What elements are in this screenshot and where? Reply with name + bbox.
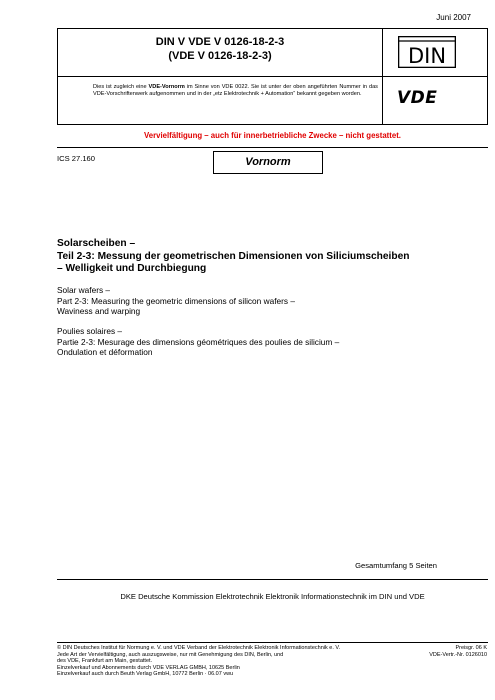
- footer-line: Jede Art der Vervielfältigung, auch auszugsweise, nur mit Genehmigung des DIN, Berlin, und: [57, 651, 284, 658]
- divider-bottom: [57, 642, 488, 643]
- title-english: [57, 285, 488, 317]
- title-german: [57, 238, 488, 276]
- footer-line: © DIN Deutsches Institut für Normung e. V. und VDE Verband der Elektrotechnik Elektronik Informationstechnik e. V.: [57, 645, 341, 651]
- ics-code: ICS 27.160: [57, 154, 95, 163]
- committee-name: DKE Deutsche Kommission Elektrotechnik Elektronik Informationstechnik im DIN und VDE: [120, 592, 425, 601]
- notice-line3: Elektrotechnik + Automation“ bekannt gegeben worden.: [223, 91, 362, 98]
- title-german-line: Teil 2-3: Messung der geometrischen Dimensionen von Siliciumscheiben: [57, 250, 410, 262]
- publication-date: Juni 2007: [436, 13, 471, 22]
- vde-notice: [93, 84, 378, 98]
- title-german-line: – Welligkeit und Durchbiegung: [57, 263, 207, 274]
- title-german-line: Solarscheiben –: [57, 238, 136, 249]
- din-logo-text: DIN: [407, 44, 447, 68]
- title-french-line: Ondulation et déformation: [57, 347, 153, 357]
- footer-price: [387, 645, 487, 658]
- vde-logo: VDE: [397, 88, 438, 108]
- notice-line1-suffix: im Sinne von VDE 0022. Sie ist unter der oben: [184, 84, 306, 90]
- reproduction-notice: Vervielfältigung – auch für innerbetriebliche Zwecke – nicht gestattet.: [144, 131, 401, 140]
- notice-line1-prefix: Dies ist zugleich eine: [93, 84, 149, 90]
- footer-line: des VDE, Frankfurt am Main, gestattet.: [57, 658, 153, 665]
- header-box: [57, 28, 488, 125]
- title-french-line: Poulies solaires –: [57, 326, 123, 336]
- standard-number: DIN V VDE V 0126-18-2-3: [155, 36, 285, 48]
- price-group: Preisgr. 06 K: [455, 645, 487, 651]
- vde-order-number: VDE-Vertr.-Nr. 0126010: [429, 651, 487, 658]
- footer-line: Einzelverkauf auch durch Beuth Verlag GmbH, 10772 Berlin · 06.07 vwu: [57, 671, 234, 678]
- footer-line: Einzelverkauf und Abonnements durch VDE VERLAG GMBH, 10625 Berlin: [57, 664, 240, 671]
- title-english-line: Solar wafers –: [57, 285, 111, 295]
- title-english-line: Waviness and warping: [57, 306, 141, 316]
- divider-top: [57, 147, 488, 148]
- total-pages: Gesamtumfang 5 Seiten: [355, 561, 437, 570]
- footer-copyright: [57, 645, 387, 678]
- din-logo: [398, 36, 456, 68]
- document-type-box: Vornorm: [213, 151, 323, 174]
- vde-classification: (VDE V 0126-18-2-3): [168, 50, 272, 62]
- divider-middle: [57, 579, 488, 580]
- notice-line2: angeführten Nummer in das VDE-Vorschriftenwerk aufgenommen und in der „etz: [93, 84, 378, 98]
- header-divider-horizontal: [58, 76, 487, 77]
- title-english-line: Part 2-3: Measuring the geometric dimensions of silicon wafers –: [57, 295, 295, 306]
- title-french-line: Partie 2-3: Mesurage des dimensions géométriques des poulies de silicium –: [57, 336, 340, 347]
- notice-line1-bold: VDE-Vornorm: [148, 84, 185, 90]
- title-french: [57, 326, 488, 358]
